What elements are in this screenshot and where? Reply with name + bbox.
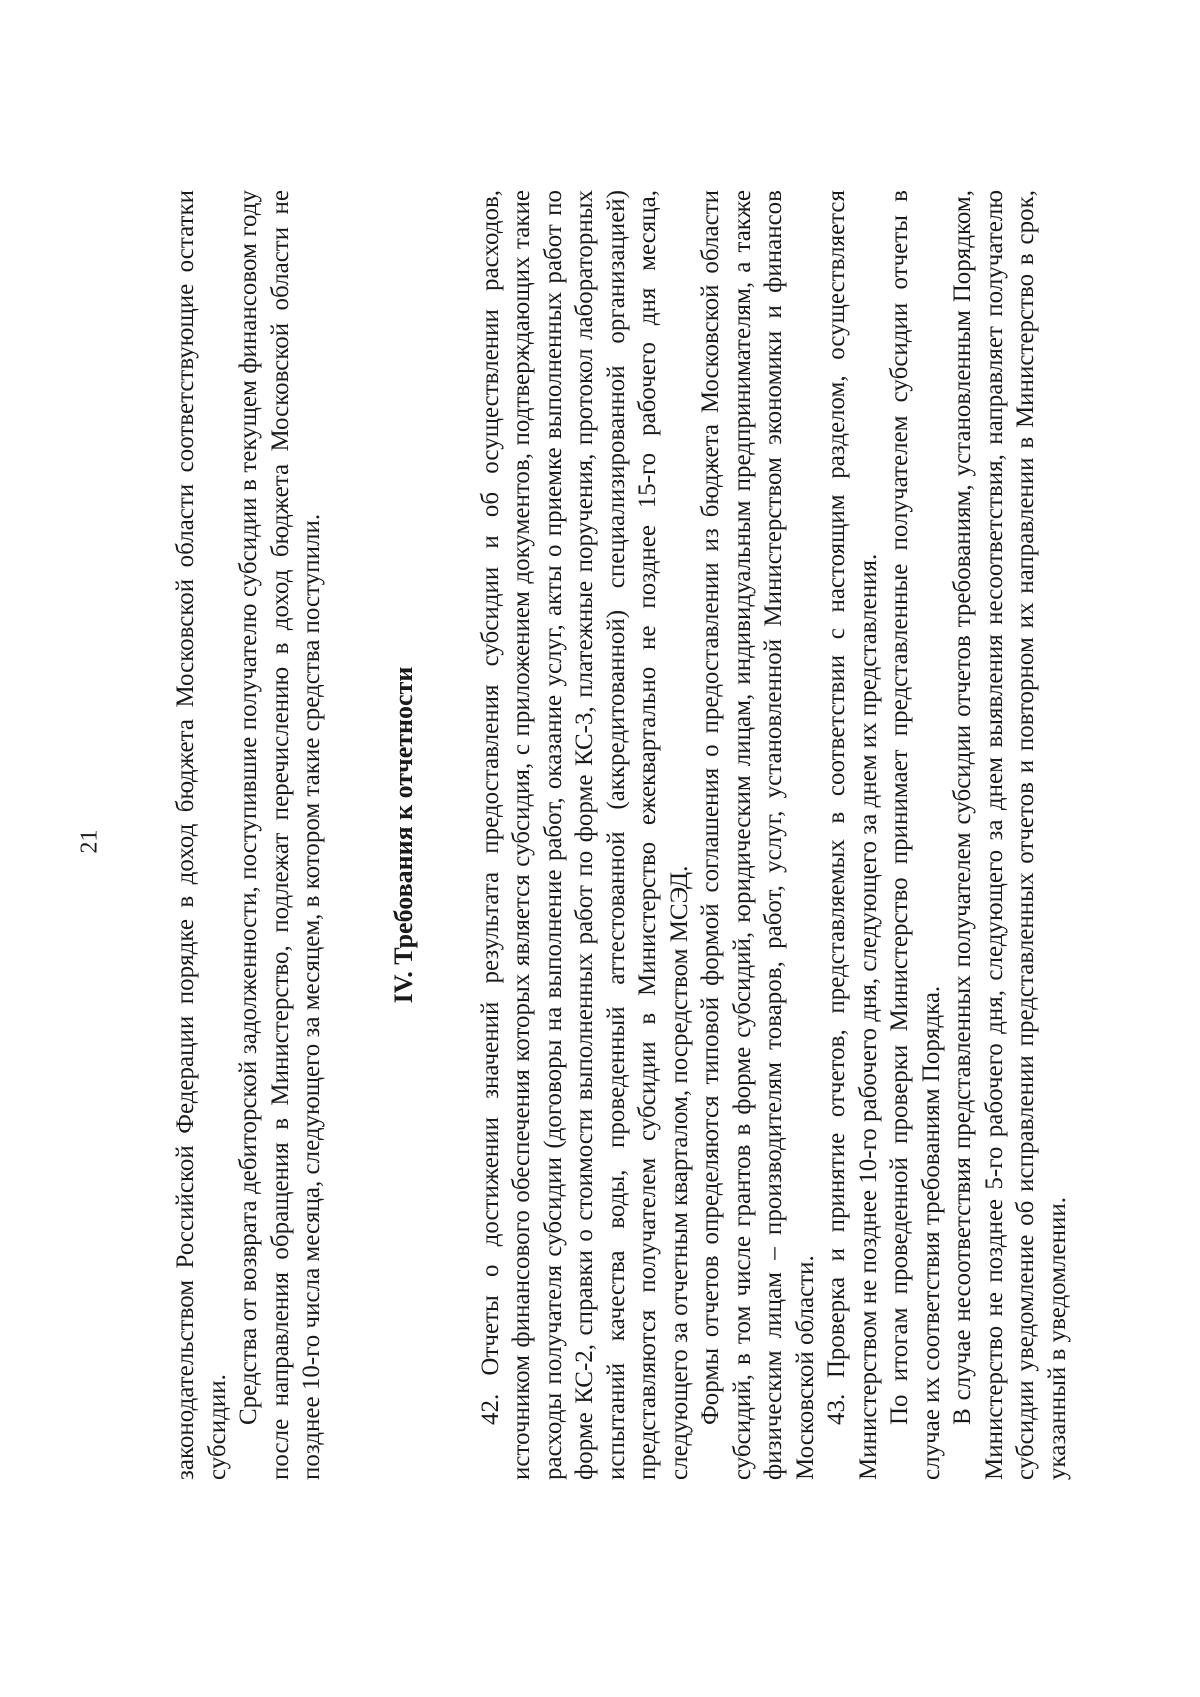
paragraph-42: 42. Отчеты о достижении значений результата предоставления субсидии и об осуществлении расходов, источником финансового обеспечения которых является субсидия, с приложением документов, подтверждающих такие расходы получателя субсидии (договоры на выполнение работ, оказание услуг, акты о приемке выполненных работ по форме КС-2, справки о стоимости выполненных работ по форме КС-3, платежные поручения, протокол лабораторных испытаний качества воды, проведенный аттестованной (аккредитованной) специализированной организацией) представляются получателем субсидии в Министерство ежеквартально не позднее 15-го рабочего дня месяца, следующего за отчетным кварталом, посредством МСЭД. <box>476 190 693 1480</box>
section-heading: IV. Требования к отчетности <box>388 666 418 1004</box>
page-number: 21 <box>76 829 103 854</box>
rotated-content <box>170 190 1070 1480</box>
paragraph-continued: законодательством Российской Федерации порядке в доход бюджета Московской области соответствующие остатки субсидии. <box>172 190 231 1480</box>
paragraph-nonconformity: В случае несоответствия представленных получателем субсидии отчетов требованиям, установленным Порядком, Министерство не позднее 5-го рабочего дня, следующего за днем выявления несоответствия, направляет получателю субсидии уведомление об исправлении представленных отчетов и повторном их направлении в Министерство в срок, указанный в уведомлении. <box>949 190 1071 1480</box>
paragraph-acceptance: По итогам проведенной проверки Министерство принимает представленные получателем субсидии отчеты в случае их соответствия требованиям Порядка. <box>886 190 945 1480</box>
paragraph-43: 43. Проверка и принятие отчетов, представляемых в соответствии с настоящим разделом, осуществляется Министерством не позднее 10-го рабочего дня, следующего за днем их представления. <box>823 190 882 1480</box>
paragraph-receivables: Средства от возврата дебиторской задолженности, поступившие получателю субсидии в текущем финансовом году после направления обращения в Министерство, подлежат перечислению в доход бюджета Московской области не позднее 10-го числа месяца, следующего за месяцем, в котором такие средства поступили. <box>235 190 325 1480</box>
paragraph-report-forms: Формы отчетов определяются типовой формой соглашения о предоставлении из бюджета Московской области субсидий, в том числе грантов в форме субсидий, юридическим лицам, индивидуальным предпринимателям, а также физическим лицам – производителям товаров, работ, услуг, установленной Министерством экономики и финансов Московской области. <box>697 190 819 1480</box>
